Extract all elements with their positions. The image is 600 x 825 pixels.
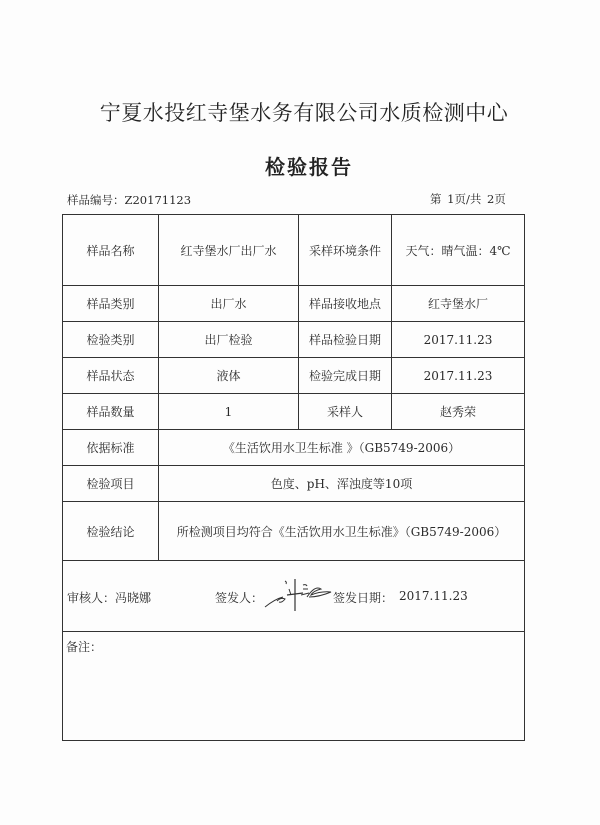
field-value: 红寺堡水厂出厂水 <box>159 215 299 286</box>
remarks-row <box>63 632 525 741</box>
organization-title: 宁夏水投红寺堡水务有限公司水质检测中心 <box>99 101 509 125</box>
field-label: 样品名称 <box>63 215 159 286</box>
sample-number <box>67 192 191 208</box>
table-row <box>63 358 525 394</box>
field-value: 赵秀荣 <box>392 394 525 430</box>
handwritten-signature-icon <box>263 575 333 615</box>
issue-date: 2017.11.23 <box>399 589 468 603</box>
table-row <box>63 394 525 430</box>
signature-cell <box>63 561 525 632</box>
field-label: 样品接收地点 <box>299 286 392 322</box>
conclusion-label: 检验结论 <box>63 502 159 561</box>
table-row <box>63 322 525 358</box>
field-value: 出厂水 <box>159 286 299 322</box>
sample-number-label: 样品编号： <box>67 193 125 207</box>
field-value: 天气：晴气温：4℃ <box>392 215 525 286</box>
table-row <box>63 215 525 286</box>
field-value: 液体 <box>159 358 299 394</box>
field-value: 出厂检验 <box>159 322 299 358</box>
standard-label: 依据标准 <box>63 430 159 466</box>
report-table <box>62 214 525 741</box>
issue-date-label: 签发日期： <box>333 591 394 605</box>
field-value: 2017.11.23 <box>392 358 525 394</box>
signature-row <box>63 561 525 632</box>
report-title: 检验报告 <box>265 155 353 179</box>
field-label: 样品数量 <box>63 394 159 430</box>
sample-number-value: Z20171123 <box>124 193 192 207</box>
items-row <box>63 466 525 502</box>
field-value: 红寺堡水厂 <box>392 286 525 322</box>
items-label: 检验项目 <box>63 466 159 502</box>
conclusion-value: 所检测项目均符合《生活饮用水卫生标准》（GB5749-2006） <box>159 502 525 561</box>
field-label: 采样人 <box>299 394 392 430</box>
page-info: 第 1页/共 2页 <box>430 192 506 206</box>
table-row <box>63 286 525 322</box>
conclusion-row <box>63 502 525 561</box>
field-value: 1 <box>159 394 299 430</box>
standard-value: 《生活饮用水卫生标准 》（GB5749-2006） <box>159 430 525 466</box>
field-value: 2017.11.23 <box>392 322 525 358</box>
field-label: 样品类别 <box>63 286 159 322</box>
field-label: 样品检验日期 <box>299 322 392 358</box>
field-label: 检验完成日期 <box>299 358 392 394</box>
remarks-cell <box>63 632 525 741</box>
reviewer: 审核人：冯晓娜 <box>67 591 152 605</box>
field-label: 样品状态 <box>63 358 159 394</box>
field-label: 检验类别 <box>63 322 159 358</box>
remarks-label: 备注： <box>66 640 103 654</box>
items-value: 色度、pH、浑浊度等10项 <box>159 466 525 502</box>
standard-row <box>63 430 525 466</box>
field-label: 采样环境条件 <box>299 215 392 286</box>
issuer-label: 签发人： <box>215 591 264 605</box>
